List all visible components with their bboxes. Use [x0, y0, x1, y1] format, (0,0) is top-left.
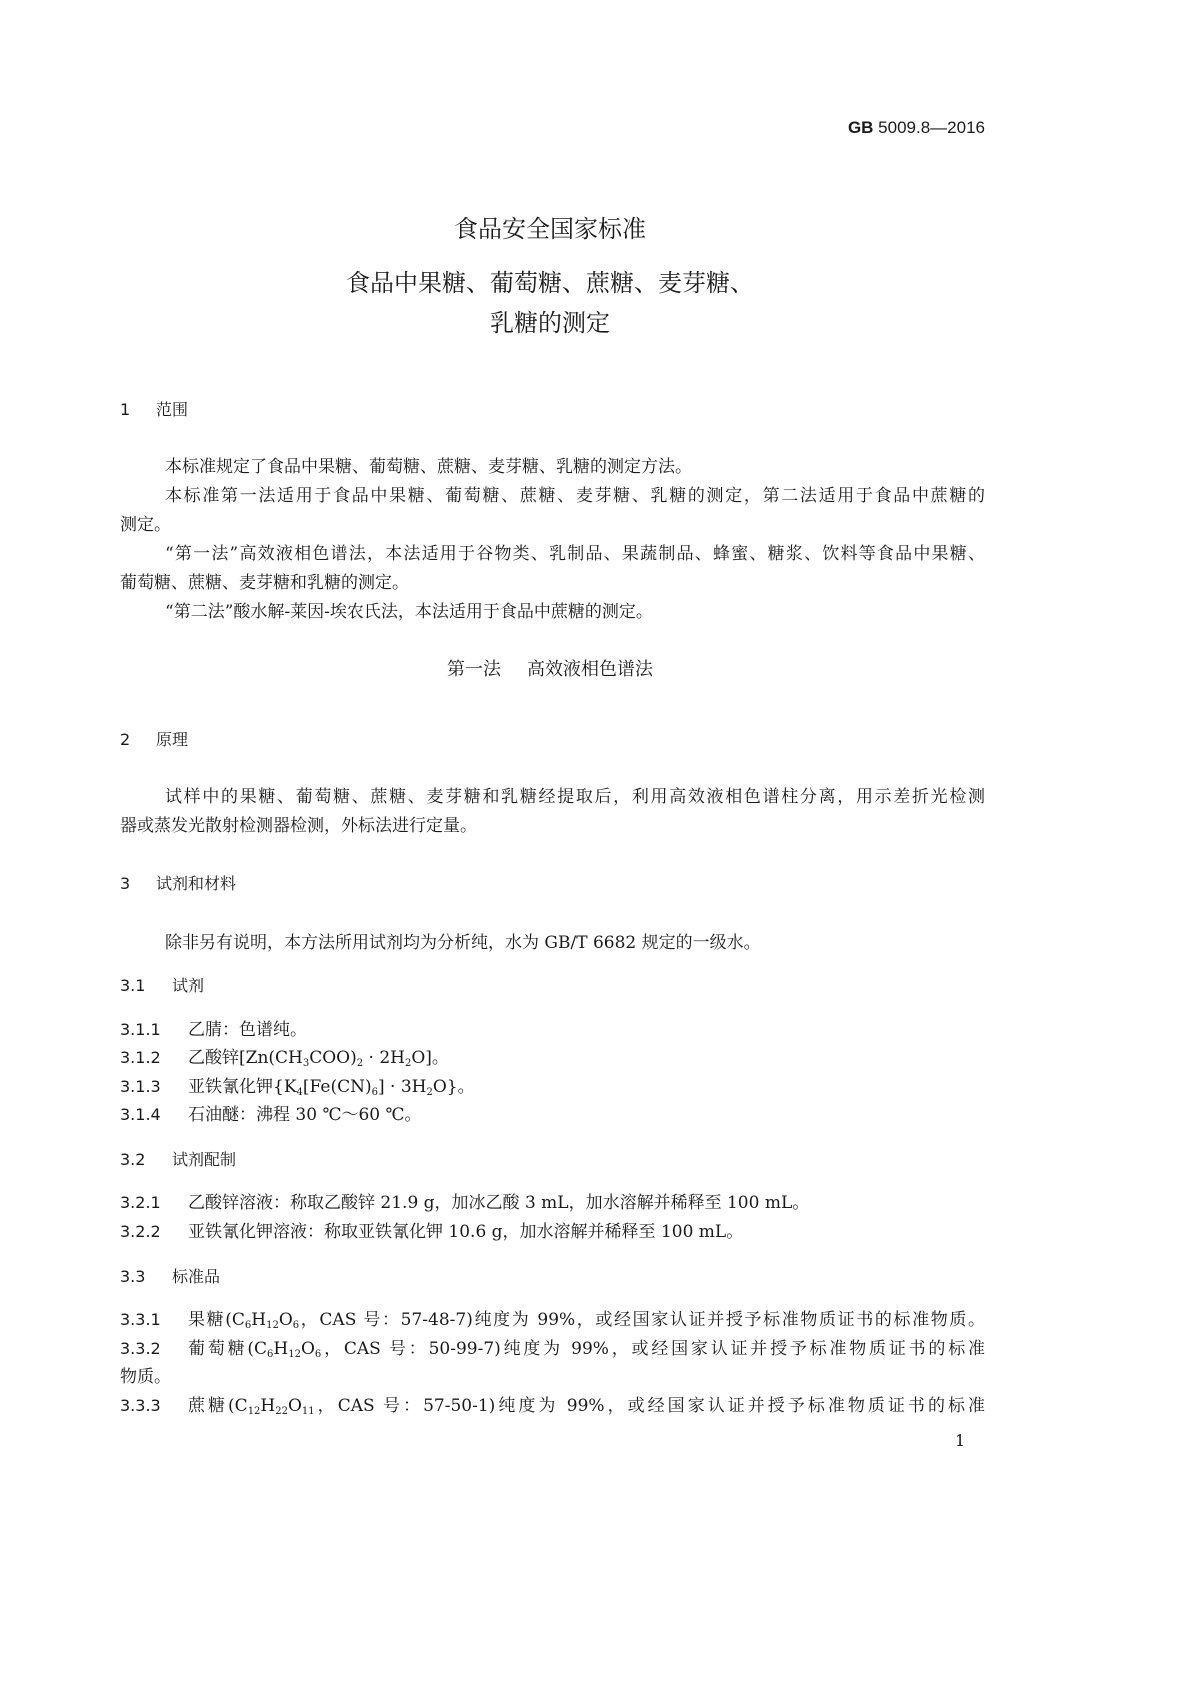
subscript: 6 — [267, 1349, 274, 1360]
item-text-cont: 物质。 — [120, 1367, 171, 1387]
section-heading-reagents — [120, 873, 236, 895]
item-text — [188, 1395, 985, 1417]
section-title: 试剂 — [172, 976, 205, 995]
item-number: 3.1.3 — [120, 1077, 161, 1096]
item-number: 3.2.2 — [120, 1222, 161, 1241]
text-run: [Fe(CN) — [302, 1077, 372, 1097]
subscript: 2 — [426, 1087, 433, 1098]
subscript: 3 — [302, 1058, 310, 1069]
paragraph: 本标准第一法适用于食品中果糖、葡萄糖、蔗糖、麦芽糖、乳糖的测定，第二法适用于食品中蔗糖的 — [165, 486, 985, 506]
standard-number — [848, 117, 985, 139]
item-text — [188, 1047, 449, 1069]
text-run: H — [251, 1310, 267, 1330]
paragraph: 除非另有说明，本方法所用试剂均为分析纯，水为 GB/T 6682 规定的一级水。 — [165, 933, 761, 953]
item-number: 3.2.1 — [120, 1193, 161, 1212]
subsection-heading-3-1 — [120, 975, 204, 997]
item-number: 3.3.2 — [120, 1339, 161, 1358]
text-run: O — [278, 1310, 293, 1330]
standard-code: 5009.8—2016 — [878, 118, 985, 137]
method-label: 第一法 — [447, 659, 501, 680]
item-number: 3.3.3 — [120, 1396, 161, 1415]
section-number: 3.1 — [120, 976, 146, 995]
text-run: 葡萄糖(C — [188, 1339, 268, 1359]
text-run: 乙酸锌[Zn(CH — [188, 1048, 303, 1068]
doc-title-category: 食品安全国家标准 — [454, 215, 646, 243]
item-text — [188, 1221, 743, 1243]
paragraph: “第一法”高效液相色谱法，本法适用于谷物类、乳制品、果蔬制品、蜂蜜、糖浆、饮料等食品中果糖、 — [165, 544, 985, 564]
subscript: 6 — [292, 1320, 300, 1331]
text-run: H — [260, 1396, 276, 1416]
subscript: 6 — [371, 1087, 378, 1098]
subscript: 12 — [288, 1349, 301, 1360]
text-run: 乙腈：色谱纯。 — [188, 1020, 307, 1040]
item-text — [188, 1192, 809, 1214]
text-run: O — [300, 1339, 315, 1359]
section-title: 范围 — [156, 400, 189, 419]
text-run: COO) — [309, 1048, 357, 1068]
item-text — [188, 1076, 475, 1098]
paragraph: 本标准规定了食品中果糖、葡萄糖、蔗糖、麦芽糖、乳糖的测定方法。 — [165, 457, 692, 477]
text-run: 蔗糖(C — [188, 1396, 248, 1416]
section-number: 3 — [120, 874, 131, 893]
item-number: 3.1.1 — [120, 1020, 161, 1039]
item-number: 3.3.1 — [120, 1310, 161, 1329]
subsection-heading-3-3 — [120, 1266, 220, 1288]
text-run: O]。 — [411, 1048, 449, 1068]
text-run: · 2H — [363, 1048, 405, 1068]
section-title: 试剂配制 — [172, 1150, 237, 1169]
text-run: ，CAS 号：50-99-7)纯度为 99%，或经国家认证并授予标准物质证书的标准 — [321, 1339, 985, 1359]
item-text — [188, 1019, 307, 1041]
section-title: 试剂和材料 — [156, 874, 237, 893]
paragraph: “第二法”酸水解-莱因-埃农氏法，本法适用于食品中蔗糖的测定。 — [165, 602, 653, 622]
text-run: 石油醚：沸程 30 ℃～60 ℃。 — [188, 1105, 422, 1125]
item-text — [188, 1309, 985, 1331]
section-number: 3.3 — [120, 1267, 146, 1286]
section-heading-scope — [120, 399, 188, 421]
subscript: 6 — [244, 1320, 252, 1331]
subscript: 12 — [247, 1406, 261, 1417]
item-number: 3.1.4 — [120, 1105, 161, 1124]
subscript: 22 — [275, 1406, 288, 1417]
subsection-heading-3-2 — [120, 1149, 236, 1171]
page-number: 1 — [955, 1431, 966, 1450]
doc-title-line1: 食品中果糖、葡萄糖、蔗糖、麦芽糖、 — [346, 269, 754, 297]
text-run: O}。 — [432, 1077, 475, 1097]
section-number: 3.2 — [120, 1150, 146, 1169]
subscript: 12 — [266, 1320, 279, 1331]
paragraph-cont: 测定。 — [120, 515, 171, 535]
subscript: 2 — [404, 1058, 412, 1069]
paragraph-cont: 器或蒸发光散射检测器检测，外标法进行定量。 — [120, 816, 477, 836]
subscript: 11 — [301, 1406, 315, 1417]
method-heading — [0, 659, 1100, 681]
text-run: H — [273, 1339, 289, 1359]
paragraph-cont: 葡萄糖、蔗糖、麦芽糖和乳糖的测定。 — [120, 573, 409, 593]
item-text — [188, 1104, 422, 1126]
section-title: 标准品 — [172, 1267, 221, 1286]
subscript: 4 — [296, 1087, 303, 1098]
section-number: 2 — [120, 730, 131, 749]
method-name: 高效液相色谱法 — [527, 659, 653, 680]
doc-title-line2: 乳糖的测定 — [490, 309, 610, 337]
text-run: 果糖(C — [188, 1310, 245, 1330]
text-run: ，CAS 号：57-50-1)纯度为 99%，或经国家认证并授予标准物质证书的标准 — [314, 1396, 985, 1416]
item-text — [188, 1338, 985, 1360]
subscript: 2 — [356, 1058, 364, 1069]
text-run: 亚铁氰化钾溶液：称取亚铁氰化钾 10.6 g，加水溶解并稀释至 100 mL。 — [188, 1222, 744, 1242]
section-title: 原理 — [156, 730, 189, 749]
section-number: 1 — [120, 400, 131, 419]
text-run: 乙酸锌溶液：称取乙酸锌 21.9 g，加冰乙酸 3 mL，加水溶解并稀释至 100 mL。 — [188, 1193, 810, 1213]
text-run: O — [287, 1396, 302, 1416]
paragraph: 试样中的果糖、葡萄糖、蔗糖、麦芽糖和乳糖经提取后，利用高效液相色谱柱分离，用示差折光检测 — [165, 787, 985, 807]
subscript: 6 — [314, 1349, 322, 1360]
section-heading-principle — [120, 729, 188, 751]
text-run: 亚铁氰化钾{K — [188, 1077, 297, 1097]
item-number: 3.1.2 — [120, 1048, 161, 1067]
standard-prefix: GB — [847, 118, 874, 137]
text-run: ，CAS 号：57-48-7)纯度为 99%，或经国家认证并授予标准物质证书的标准物质。 — [299, 1310, 985, 1330]
text-run: ] · 3H — [378, 1077, 427, 1097]
